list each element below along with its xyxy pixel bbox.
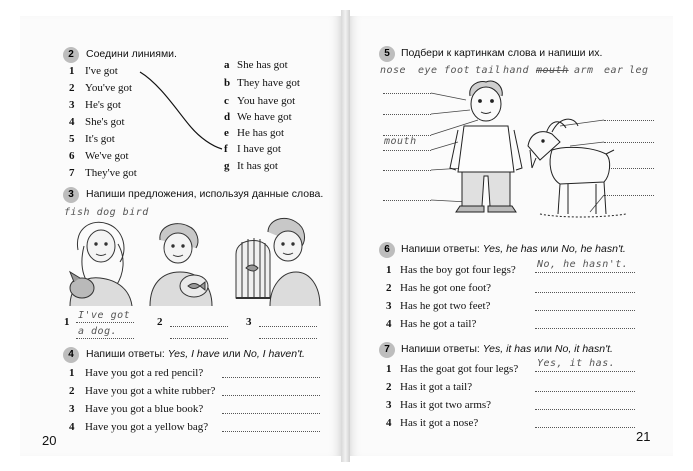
exercise-6-number: 6 (379, 242, 395, 258)
question-text: Have you got a red pencil? (85, 367, 204, 379)
answer-line[interactable] (535, 310, 635, 311)
exercise-3-answer-1-line2: a dog. (78, 326, 118, 337)
exercise-7-number: 7 (379, 342, 395, 358)
question-text: Have you got a blue book? (85, 403, 204, 415)
match-left-num: 5 (69, 133, 75, 145)
question-num: 1 (386, 264, 392, 276)
question-num: 2 (386, 282, 392, 294)
word-bank-item: ear (604, 65, 624, 76)
question-text: Has he got two feet? (400, 300, 491, 312)
exercise-3-number: 3 (63, 187, 79, 203)
question-text: Has it got a tail? (400, 381, 473, 393)
word-bank-item-used: mouth (536, 65, 569, 76)
boy-figure-picture (450, 81, 522, 212)
exercise-7-title: Напиши ответы: Yes, it has или No, it hasn't. (401, 343, 613, 355)
exercise-3-answer-num: 1 (64, 316, 70, 328)
match-right-text: They have got (237, 77, 300, 89)
question-text: Have you got a yellow bag? (85, 421, 209, 433)
question-num: 1 (386, 363, 392, 375)
answer-line[interactable] (535, 371, 635, 372)
match-right-letter: f (224, 143, 228, 155)
match-left-text: It's got (85, 133, 115, 145)
question-num: 4 (386, 318, 392, 330)
answer-line[interactable] (535, 391, 635, 392)
question-num: 2 (386, 381, 392, 393)
question-text: Has it got a nose? (400, 417, 479, 429)
exercise-3-answer-num: 3 (246, 316, 252, 328)
question-text: Has the goat got four legs? (400, 363, 519, 375)
word-bank-item: leg (629, 65, 649, 76)
exercise-4-number: 4 (63, 347, 79, 363)
page-number-left: 20 (42, 433, 57, 448)
question-num: 3 (69, 403, 75, 415)
word-bank-item: tail (475, 65, 502, 76)
answer-line[interactable] (535, 292, 635, 293)
goat-figure-picture (528, 119, 626, 217)
match-left-num: 2 (69, 82, 75, 94)
word-bank-item: arm (574, 65, 594, 76)
match-left-num: 4 (69, 116, 75, 128)
match-left-text: They've got (85, 167, 137, 179)
answer-written: No, he hasn't. (537, 259, 629, 270)
exercise-4-title: Напиши ответы: Yes, I have или No, I haven't. (86, 348, 305, 360)
match-left-text: He's got (85, 99, 121, 111)
answer-line[interactable] (535, 272, 635, 273)
match-left-text: You've got (85, 82, 133, 94)
answer-line[interactable] (535, 409, 635, 410)
label-example-mouth: mouth (384, 136, 417, 147)
question-num: 3 (386, 300, 392, 312)
question-num: 4 (69, 421, 75, 433)
match-left-num: 7 (69, 167, 75, 179)
exercise-3-answer-1-line1: I've got (78, 310, 131, 321)
match-left-text: She's got (85, 116, 125, 128)
word-bank-item: eye (418, 65, 438, 76)
answer-line[interactable] (535, 328, 635, 329)
exercise-2-title: Соедини линиями. (86, 48, 177, 60)
question-num: 2 (69, 385, 75, 397)
match-right-letter: c (224, 95, 229, 107)
match-left-text: We've got (85, 150, 129, 162)
match-right-text: She has got (237, 59, 288, 71)
exercise-2-number: 2 (63, 47, 79, 63)
question-num: 3 (386, 399, 392, 411)
match-left-num: 6 (69, 150, 75, 162)
match-right-letter: d (224, 111, 231, 123)
question-text: Has it got two arms? (400, 399, 492, 411)
match-left-num: 3 (69, 99, 75, 111)
exercise-5-number: 5 (379, 46, 395, 62)
match-right-text: You have got (237, 95, 296, 107)
match-right-text: I have got (237, 143, 281, 155)
answer-line[interactable] (535, 427, 635, 428)
exercise-6-title: Напиши ответы: Yes, he has или No, he hasn't. (401, 243, 626, 255)
match-right-text: We have got (237, 111, 292, 123)
question-num: 1 (69, 367, 75, 379)
answer-written: Yes, it has. (537, 358, 616, 369)
exercise-5-title: Подбери к картинкам слова и напиши их. (401, 47, 603, 59)
word-bank-item: foot (444, 65, 471, 76)
match-right-letter: b (224, 77, 231, 89)
match-right-text: It has got (237, 160, 278, 172)
match-right-letter: a (224, 59, 230, 71)
question-text: Has he got a tail? (400, 318, 477, 330)
question-num: 4 (386, 417, 392, 429)
word-bank-item: hand (503, 65, 530, 76)
exercise-3-answer-num: 2 (157, 316, 163, 328)
question-text: Has he got one foot? (400, 282, 492, 294)
question-text: Have you got a white rubber? (85, 385, 216, 397)
exercise-3-word-list: fish dog bird (64, 207, 149, 218)
match-left-num: 1 (69, 65, 75, 77)
match-right-letter: e (224, 127, 229, 139)
match-right-text: He has got (237, 127, 285, 139)
match-right-letter: g (224, 160, 230, 172)
match-left-text: I've got (85, 65, 118, 77)
exercise-3-title: Напиши предложения, используя данные слова. (86, 188, 324, 200)
question-text: Has the boy got four legs? (400, 264, 516, 276)
page-number-right: 21 (636, 429, 651, 444)
word-bank-item: nose (380, 65, 407, 76)
